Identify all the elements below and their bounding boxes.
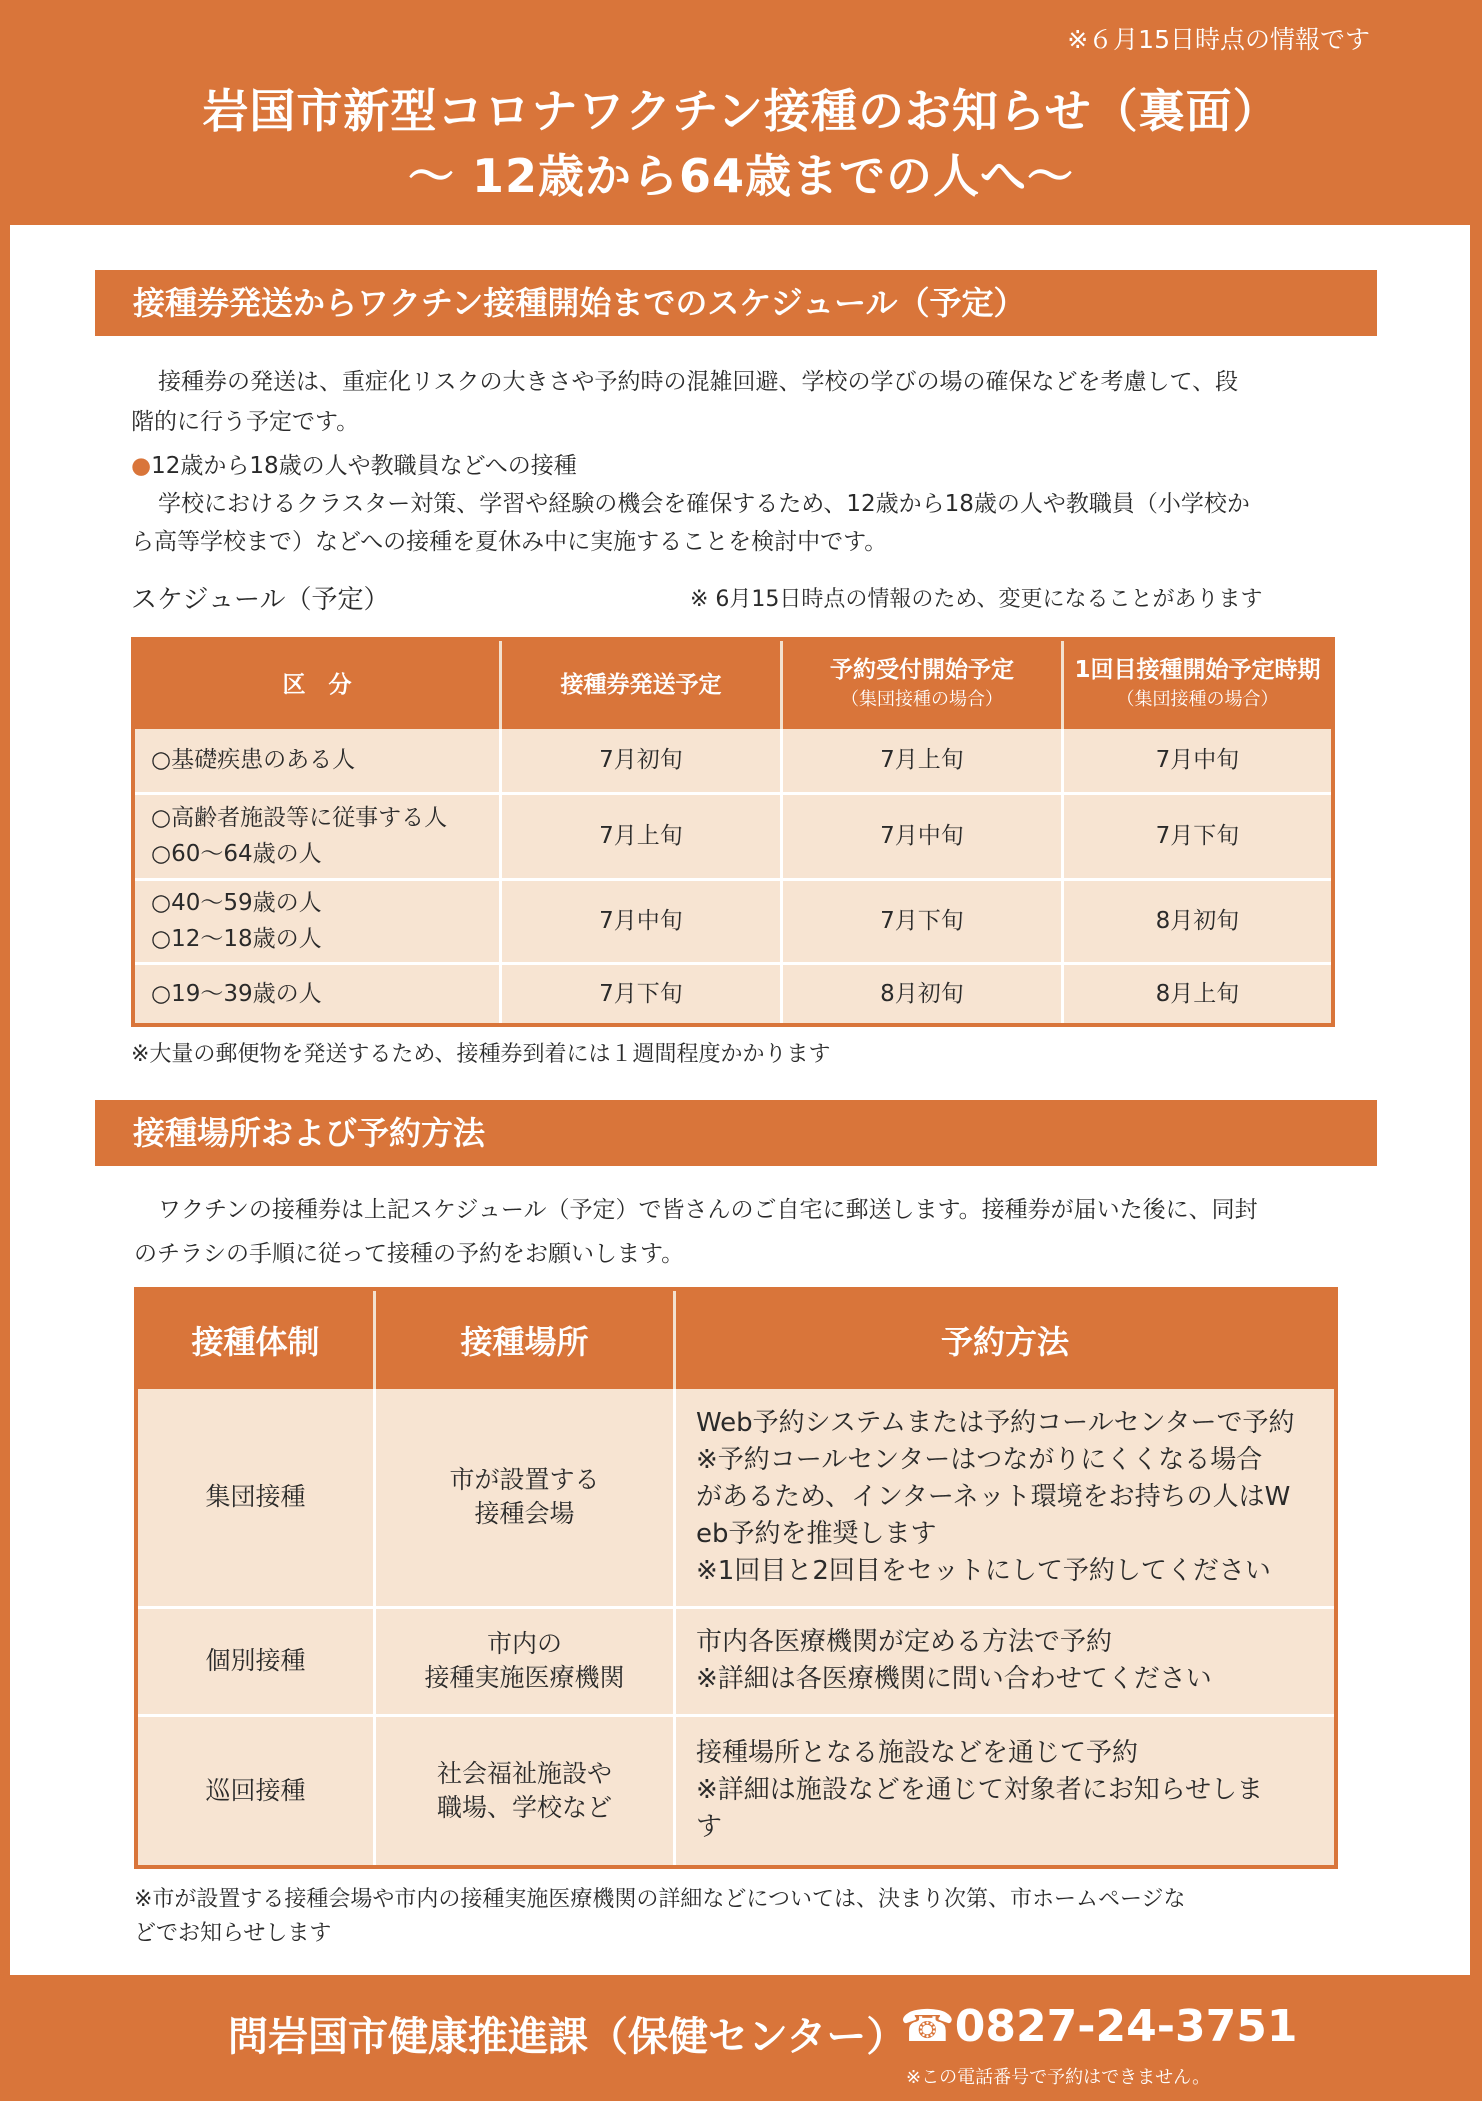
info-date-note: ※６月15日時点の情報です — [1067, 25, 1370, 54]
table-row — [133, 793, 1333, 879]
col-reserve: 予約受付開始予定 （集団接種の場合） — [782, 639, 1063, 729]
schedule-table-label: スケジュール（予定） — [131, 585, 390, 615]
row-first-dose: 7月中旬 — [1063, 729, 1334, 793]
row-system: 集団接種 — [136, 1389, 375, 1607]
page-footer — [0, 1975, 1482, 2101]
location-footnote-line1: ※市が設置する接種会場や市内の接種実施医療機関の詳細などについては、決まり次第、市ホームページな — [134, 1887, 1186, 1912]
col-first-dose: 1回目接種開始予定時期 （集団接種の場合） — [1063, 639, 1334, 729]
contact-phone: ☎0827-24-3751 — [900, 2001, 1298, 2052]
bullet-body-line1: 学校におけるクラスター対策、学習や経験の機会を確保するため、12歳から18歳の人や教職員（小学校か — [158, 491, 1250, 517]
row-send: 7月上旬 — [501, 793, 782, 879]
row-reserve: 7月中旬 — [782, 793, 1063, 879]
location-section-heading: 接種場所および予約方法 — [95, 1100, 1377, 1166]
table-row — [133, 963, 1333, 1025]
bullet-heading — [131, 446, 577, 486]
row-send: 7月下旬 — [501, 963, 782, 1025]
row-method: 市内各医療機関が定める方法で予約 ※詳細は各医療機関に問い合わせてください — [675, 1607, 1337, 1715]
schedule-intro-line1: 接種券の発送は、重症化リスクの大きさや予約時の混雑回避、学校の学びの場の確保などを考慮して、段 — [158, 369, 1239, 395]
table-row — [133, 879, 1333, 963]
page-title: 岩国市新型コロナワクチン接種のお知らせ（裏面） — [202, 84, 1280, 138]
table-row — [133, 729, 1333, 793]
col-method: 予約方法 — [675, 1289, 1337, 1389]
location-intro-line1: ワクチンの接種券は上記スケジュール（予定）で皆さんのご自宅に郵送します。接種券が届いた後に、同封 — [158, 1197, 1258, 1223]
row-send: 7月中旬 — [501, 879, 782, 963]
row-place: 社会福祉施設や 職場、学校など — [375, 1715, 675, 1867]
row-system: 巡回接種 — [136, 1715, 375, 1867]
table-row — [136, 1607, 1336, 1715]
col-system: 接種体制 — [136, 1289, 375, 1389]
schedule-section-heading: 接種券発送からワクチン接種開始までのスケジュール（予定） — [95, 270, 1377, 336]
col-category: 区 分 — [133, 639, 501, 729]
bullet-body-line2: ら高等学校まで）などへの接種を夏休み中に実施することを検討中です。 — [131, 529, 888, 555]
phone-note: ※この電話番号で予約はできません。 — [906, 2067, 1211, 2088]
page-subtitle: 〜 12歳から64歳までの人へ〜 — [407, 149, 1075, 203]
row-first-dose: 7月下旬 — [1063, 793, 1334, 879]
schedule-table-note: ※ 6月15日時点の情報のため、変更になることがあります — [690, 587, 1263, 612]
row-reserve: 7月上旬 — [782, 729, 1063, 793]
row-category: ○基礎疾患のある人 — [133, 729, 501, 793]
location-table — [134, 1287, 1338, 1869]
contact-department: 問岩国市健康推進課（保健センター） — [228, 2014, 907, 2060]
row-method: 接種場所となる施設などを通じて予約 ※詳細は施設などを通じて対象者にお知らせしま す — [675, 1715, 1337, 1867]
row-first-dose: 8月上旬 — [1063, 963, 1334, 1025]
location-intro-line2: のチラシの手順に従って接種の予約をお願いします。 — [134, 1241, 685, 1267]
table-row — [136, 1389, 1336, 1607]
row-category: ○19〜39歳の人 — [133, 963, 501, 1025]
row-category: ○40〜59歳の人 ○12〜18歳の人 — [133, 879, 501, 963]
table-row — [136, 1715, 1336, 1867]
col-place: 接種場所 — [375, 1289, 675, 1389]
row-send: 7月初旬 — [501, 729, 782, 793]
row-reserve: 8月初旬 — [782, 963, 1063, 1025]
row-category: ○高齢者施設等に従事する人 ○60〜64歳の人 — [133, 793, 501, 879]
row-system: 個別接種 — [136, 1607, 375, 1715]
bullet-title: 12歳から18歳の人や教職員などへの接種 — [151, 453, 577, 479]
row-place: 市内の 接種実施医療機関 — [375, 1607, 675, 1715]
row-first-dose: 8月初旬 — [1063, 879, 1334, 963]
schedule-intro-line2: 階的に行う予定です。 — [131, 409, 360, 435]
row-reserve: 7月下旬 — [782, 879, 1063, 963]
page-header — [0, 0, 1482, 225]
location-header-row — [136, 1289, 1336, 1389]
schedule-table — [131, 637, 1335, 1027]
right-border — [1470, 0, 1482, 2101]
schedule-header-row — [133, 639, 1333, 729]
row-method: Web予約システムまたは予約コールセンターで予約 ※予約コールセンターはつながりにくくなる場合 があるため、インターネット環境をお持ちの人はW eb予約を推奨します ※1回目と2回目をセットにして予約してください — [675, 1389, 1337, 1607]
left-border — [0, 0, 10, 2101]
bullet-dot-icon: ● — [131, 453, 152, 479]
col-send: 接種券発送予定 — [501, 639, 782, 729]
row-place: 市が設置する 接種会場 — [375, 1389, 675, 1607]
location-footnote-line2: どでお知らせします — [134, 1921, 332, 1946]
schedule-footnote: ※大量の郵便物を発送するため、接種券到着には１週間程度かかります — [131, 1042, 831, 1067]
